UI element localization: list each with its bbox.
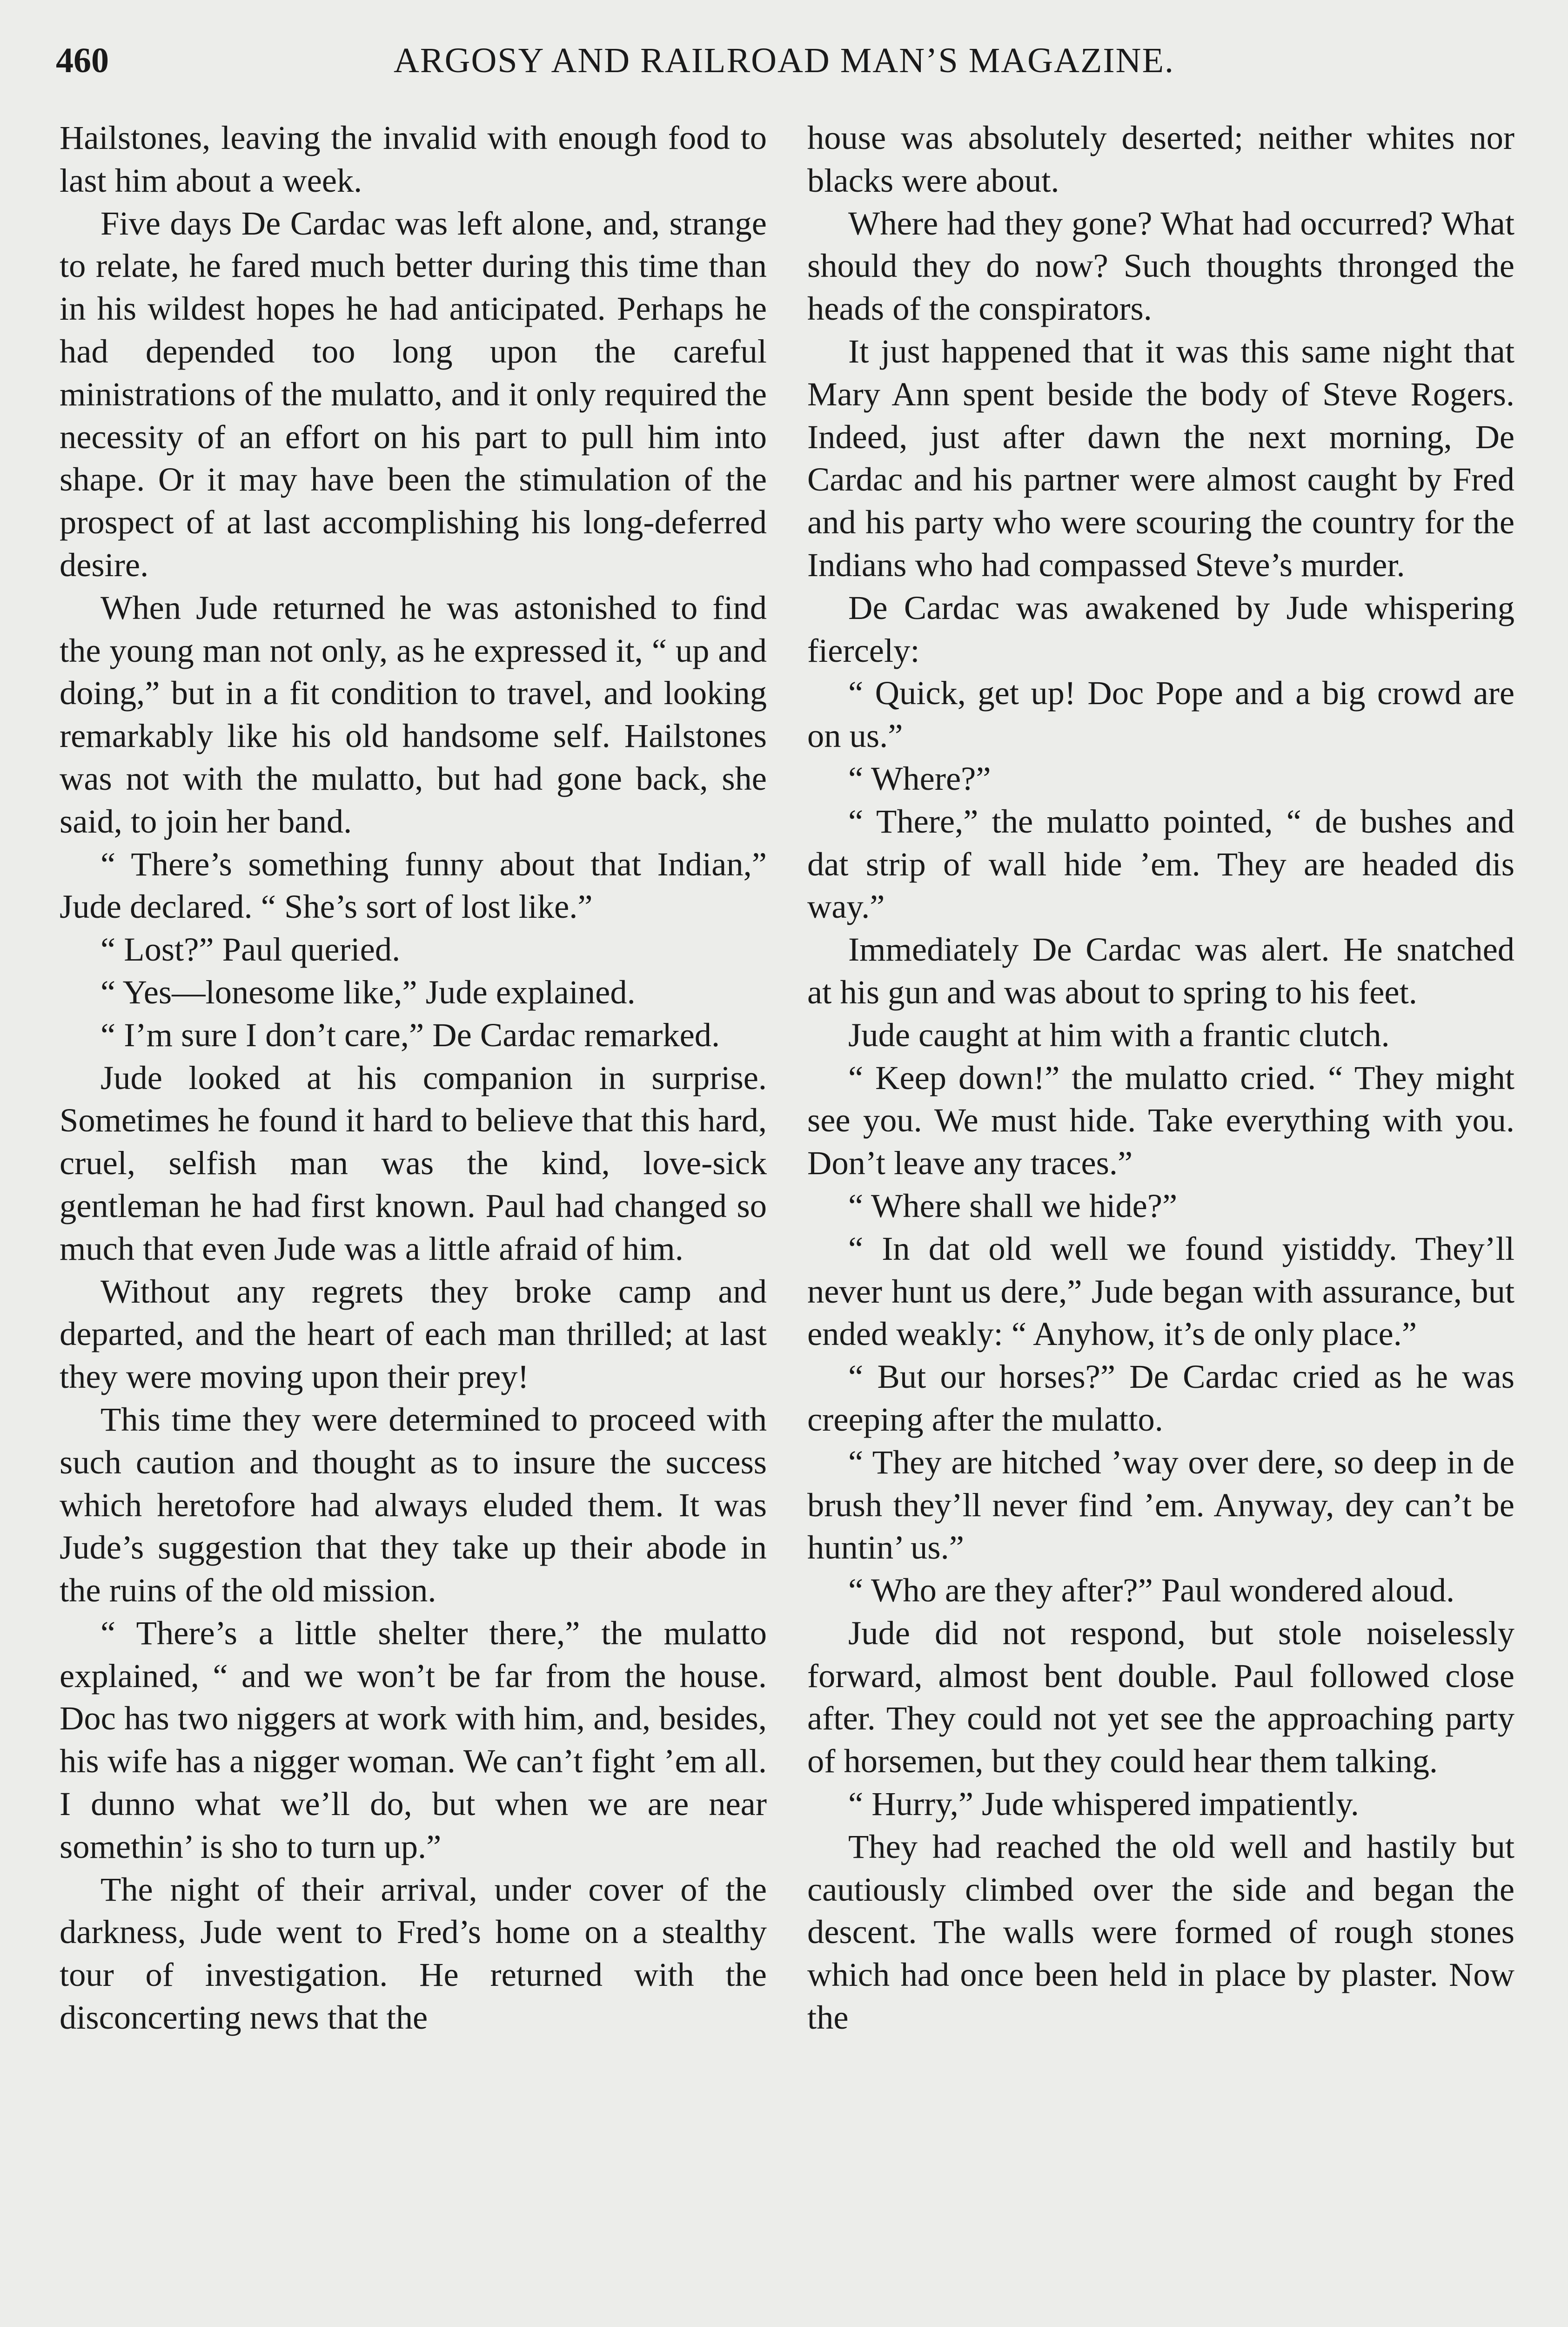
right-column bbox=[807, 116, 1514, 2039]
paragraph: “ Lost?” Paul queried. bbox=[101, 930, 401, 968]
paragraph: The night of their arrival, under cover of the darkness, Jude went to Fred’s home on a stealthy tour of investigation. He returned with the disconcerting news that the bbox=[60, 1870, 767, 2037]
paragraph: Immediately De Cardac was alert. He snatched at his gun and was about to spring to his feet. bbox=[807, 930, 1514, 1011]
paragraph: “ There’s a little shelter there,” the mulatto explained, “ and we won’t be far from the house. Doc has two niggers at work with him, and, besides, his wife has a nigger woman. We can’t fight ’em all. I dunno what we’ll do, but when we are near somethin’ is sho to turn up.” bbox=[60, 1614, 767, 1865]
paragraph: “ There,” the mulatto pointed, “ de bushes and dat strip of wall hide ’em. They are headed dis way.” bbox=[807, 802, 1514, 926]
paragraph: Jude looked at his companion in surprise. Sometimes he found it hard to believe that this hard, cruel, selfish man was the kind, love-sick gentleman he had first known. Paul had changed so much that even Jude was a little afraid of him. bbox=[60, 1058, 767, 1267]
left-column bbox=[60, 116, 767, 2039]
page-header bbox=[56, 33, 1512, 88]
paragraph: “ But our horses?” De Cardac cried as he was creeping after the mulatto. bbox=[807, 1358, 1514, 1438]
page-number: 460 bbox=[56, 41, 109, 80]
paragraph: house was absolutely deserted; neither whites nor blacks were about. bbox=[807, 119, 1514, 199]
paragraph: Jude did not respond, but stole noiselessly forward, almost bent double. Paul followed close after. They could not yet see the approaching party of horsemen, but they could hear them talking. bbox=[807, 1614, 1514, 1780]
paragraph: “ Keep down!” the mulatto cried. “ They might see you. We must hide. Take everything with you. Don’t leave any traces.” bbox=[807, 1058, 1514, 1182]
running-title: ARGOSY AND RAILROAD MAN’S MAGAZINE. bbox=[394, 41, 1174, 80]
paragraph: They had reached the old well and hastily but cautiously climbed over the side and began the descent. The walls were formed of rough stones which had once been held in place by plaster. Now the bbox=[807, 1827, 1514, 2037]
paragraph: “ In dat old well we found yistiddy. They’ll never hunt us dere,” Jude began with assurance, but ended weakly: “ Anyhow, it’s de only place.” bbox=[807, 1229, 1514, 1353]
paragraph: Five days De Cardac was left alone, and, strange to relate, he fared much better during this time than in his wildest hopes he had anticipated. Perhaps he had depended too long upon the careful ministrations of the mulatto, and it only required the necessity of an effort on his part to pull him into shape. Or it may have been the stimulation of the prospect of at last accomplishing his long-deferred desire. bbox=[60, 204, 767, 584]
paragraph: Without any regrets they broke camp and departed, and the heart of each man thrilled; at last they were moving upon their prey! bbox=[60, 1272, 767, 1396]
paragraph: When Jude returned he was astonished to find the young man not only, as he expressed it, “ up and doing,” but in a fit condition to travel, and looking remarkably like his old handsome self. Hailstones was not with the mulatto, but had gone back, she said, to join her band. bbox=[60, 588, 767, 840]
paragraph: Jude caught at him with a frantic clutch. bbox=[848, 1016, 1390, 1054]
paragraph: “ Quick, get up! Doc Pope and a big crowd are on us.” bbox=[807, 674, 1514, 755]
paragraph: “ Yes—lonesome like,” Jude explained. bbox=[101, 973, 636, 1011]
paragraph: De Cardac was awakened by Jude whispering fiercely: bbox=[807, 588, 1514, 669]
paragraph: Hailstones, leaving the invalid with enough food to last him about a week. bbox=[60, 119, 767, 199]
paragraph: It just happened that it was this same night that Mary Ann spent beside the body of Steve Rogers. Indeed, just after dawn the next morning, De Cardac and his partner were almost caught by Fred and his party who were scouring the country for the Indians who had compassed Steve’s murder. bbox=[807, 332, 1514, 584]
paragraph: This time they were determined to proceed with such caution and thought as to insure the success which heretofore had always eluded them. It was Jude’s suggestion that they take up their abode in the ruins of the old mission. bbox=[60, 1400, 767, 1609]
paragraph: “ Hurry,” Jude whispered impatiently. bbox=[848, 1785, 1359, 1823]
paragraph: “ Where shall we hide?” bbox=[848, 1186, 1178, 1224]
paragraph: “ Where?” bbox=[848, 759, 991, 797]
paragraph: “ There’s something funny about that Indian,” Jude declared. “ She’s sort of lost like.” bbox=[60, 845, 767, 926]
paragraph: “ I’m sure I don’t care,” De Cardac remarked. bbox=[101, 1016, 720, 1054]
paragraph: Where had they gone? What had occurred? What should they do now? Such thoughts thronged the heads of the conspirators. bbox=[807, 204, 1514, 328]
paragraph: “ Who are they after?” Paul wondered aloud. bbox=[848, 1571, 1455, 1609]
paragraph: “ They are hitched ’way over dere, so deep in de brush they’ll never find ’em. Anyway, dey can’t be huntin’ us.” bbox=[807, 1443, 1514, 1567]
